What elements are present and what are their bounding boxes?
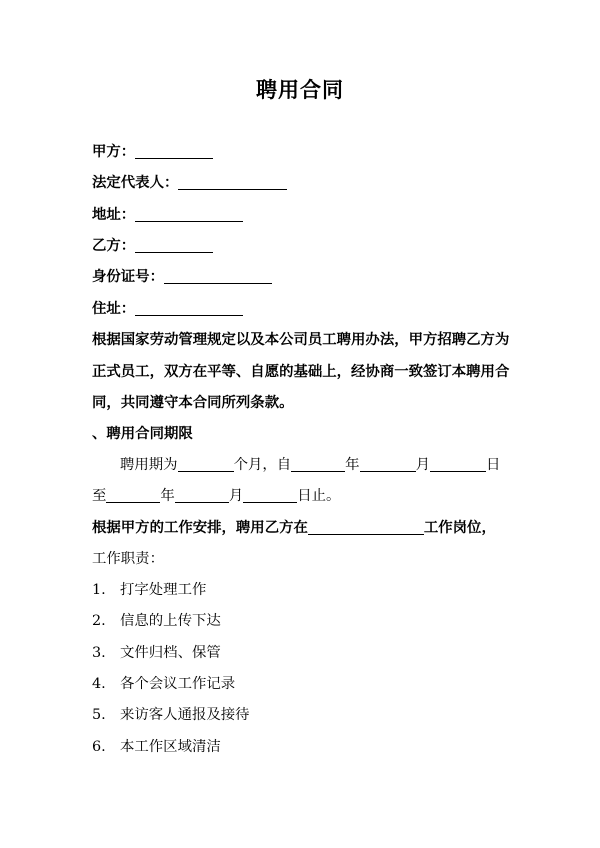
position-text: 根据甲方的工作安排，聘用乙方在	[92, 519, 308, 537]
duties-label: 工作职责：	[92, 550, 164, 567]
duty-number: 4.	[92, 676, 106, 693]
field-id-number	[92, 261, 542, 292]
field-address-a	[92, 199, 542, 230]
intro-paragraph-line: 根据国家劳动管理规定以及本公司员工聘用办法，甲方招聘乙方为	[92, 331, 510, 349]
field-label: 法定代表人：	[92, 174, 179, 192]
fill-in-blank	[135, 208, 243, 222]
fill-in-blank	[291, 458, 345, 472]
field-party-b	[92, 230, 542, 261]
fill-in-blank	[360, 458, 416, 472]
intro-paragraph-line: 正式员工，双方在平等、自愿的基础上，经协商一致签订本聘用合	[92, 362, 510, 380]
term-text: 聘用期为	[120, 456, 178, 473]
duty-number: 3.	[92, 644, 106, 661]
fill-in-blank	[164, 270, 272, 284]
fill-in-blank	[430, 458, 486, 472]
fill-in-blank	[135, 239, 213, 253]
duty-number: 6.	[92, 738, 106, 755]
duty-number: 1.	[92, 582, 106, 599]
fill-in-blank	[178, 176, 287, 190]
fill-in-blank	[243, 489, 297, 503]
field-legal-representative	[92, 167, 542, 198]
field-label: 住址：	[92, 299, 136, 317]
duty-text: 本工作区域清洁	[120, 738, 221, 755]
field-address-b	[92, 293, 542, 324]
section-heading: 、聘用合同期限	[92, 425, 193, 443]
term-text: 至	[92, 487, 107, 504]
term-text: 个月，自	[233, 456, 292, 473]
term-text: 年	[160, 487, 175, 504]
fill-in-blank	[308, 521, 424, 535]
field-label: 甲方：	[92, 143, 136, 160]
field-label: 乙方：	[92, 237, 136, 255]
field-party-a	[92, 136, 542, 167]
term-line-end	[92, 481, 542, 512]
intro-paragraph-line: 同，共同遵守本合同所列条款。	[92, 393, 294, 411]
duty-text: 文件归档、保管	[120, 644, 221, 661]
fill-in-blank	[135, 302, 243, 316]
field-label: 身份证号：	[92, 268, 164, 286]
duty-item	[92, 669, 542, 700]
fill-in-blank	[106, 489, 160, 503]
document-body	[92, 136, 542, 763]
duty-text: 打字处理工作	[120, 582, 207, 599]
fill-in-blank	[178, 458, 234, 472]
duty-number: 5.	[92, 707, 106, 724]
term-text: 日止。	[297, 487, 341, 504]
position-text: 工作岗位，	[423, 519, 496, 537]
duty-item	[92, 606, 542, 637]
duty-item	[92, 575, 542, 606]
duty-text: 各个会议工作记录	[120, 676, 236, 693]
duty-item	[92, 732, 542, 763]
document-title: 聘用合同	[256, 77, 344, 102]
term-text: 日	[485, 456, 501, 473]
fill-in-blank	[175, 489, 229, 503]
term-text: 月	[228, 487, 244, 504]
duty-number: 2.	[92, 613, 106, 630]
fill-in-blank	[135, 145, 213, 159]
term-line-start	[92, 450, 542, 481]
term-text: 年	[345, 456, 360, 473]
position-line	[92, 512, 542, 543]
duty-item	[92, 700, 542, 731]
duty-item	[92, 638, 542, 669]
field-label: 地址：	[92, 205, 136, 223]
term-text: 月	[415, 456, 430, 473]
duty-text: 来访客人通报及接待	[120, 707, 250, 724]
duty-text: 信息的上传下达	[120, 613, 221, 630]
